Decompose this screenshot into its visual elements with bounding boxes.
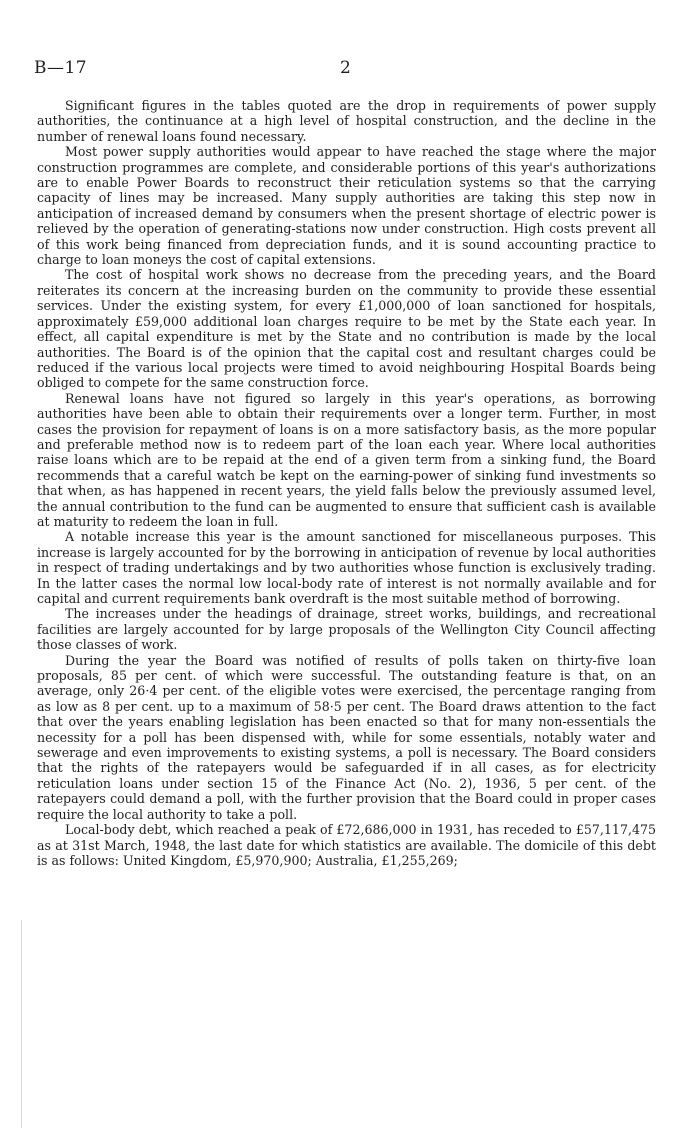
paragraph: During the year the Board was notified of results of polls taken on thirty-five loan proposals, 85 per cent. of which were successful. The outstanding feature is that, on an average, only 26·4 per cent. of the eligible votes were exercised, the percentage ranging from as low as 8 per cent. up to a maximum of 58·5 per cent. The Board draws attention to the fact that over the years enabling legislation has been enacted so that for many non-essentials the necessity for a poll has been dispensed with, while for some essentials, notably water and sewerage and even improvements to existing systems, a poll is necessary. The Board considers that the rights of the ratepayers would be safeguarded if in all cases, as for electricity reticulation loans under section 15 of the Finance Act (No. 2), 1936, 5 per cent. of the ratepayers could demand a poll, with the further provision that the Board could in proper cases require the local authority to take a poll. — [37, 652, 656, 822]
paragraph: The increases under the headings of drainage, street works, buildings, and recreational facilities are largely accounted for by large proposals of the Wellington City Council affecting those classes of work. — [37, 606, 656, 653]
paragraph: Most power supply authorities would appear to have reached the stage where the major construction programmes are complete, and considerable portions of this year's authorizations are to enable Power Boards to reconstruct their reticulation systems so that the carrying capacity of lines may be increased. Many supply authorities are taking this step now in anticipation of increased demand by consumers when the present shortage of electric power is relieved by the operation of generating-stations now under construction. High costs prevent all of this work being financed from depreciation funds, and it is sound accounting practice to charge to loan moneys the cost of capital extensions. — [37, 144, 656, 268]
paragraph: Local-body debt, which reached a peak of £72,686,000 in 1931, has receded to £57,117,475 as at 31st March, 1948, the last date for which statistics are available. The domicile of this debt is as follows: United Kingdom, £5,970,900; Australia, £1,255,269; — [37, 822, 656, 868]
paragraph: A notable increase this year is the amount sanctioned for miscellaneous purposes. This increase is largely accounted for by the borrowing in anticipation of revenue by local authorities in respect of trading undertakings and by two authorities whose function is exclusively trading. In the latter cases the normal low local-body rate of interest is not normally available and for capital and current requirements bank overdraft is the most suitable method of borrowing. — [37, 529, 656, 606]
page-reference: B—17 — [34, 58, 88, 78]
body-text — [37, 98, 656, 868]
paragraph: Renewal loans have not figured so largely in this year's operations, as borrowing authorities have been able to obtain their requirements over a longer term. Further, in most cases the provision for repayment of loans is on a more satisfactory basis, as the more popular and preferable method now is to redeem part of the loan each year. Where local authorities raise loans which are to be repaid at the end of a given term from a sinking fund, the Board recommends that a careful watch be kept on the earning-power of sinking fund investments so that when, as has happened in recent years, the yield falls below the previously assumed level, the annual contribution to the fund can be augmented to ensure that sufficient cash is available at maturity to redeem the loan in full. — [37, 390, 656, 529]
page-number: 2 — [340, 58, 351, 78]
scan-margin-line — [21, 920, 22, 1128]
paragraph: The cost of hospital work shows no decrease from the preceding years, and the Board reiterates its concern at the increasing burden on the community to provide these essential services. Under the existing system, for every £1,000,000 of loan sanctioned for hospitals, approximately £59,000 additional loan charges require to be met by the State each year. In effect, all capital expenditure is met by the State and no contribution is made by the local authorities. The Board is of the opinion that the capital cost and resultant charges could be reduced if the various local projects were timed to avoid neighbouring Hospital Boards being obliged to compete for the same construction force. — [37, 267, 656, 391]
paragraph: Significant figures in the tables quoted are the drop in requirements of power supply authorities, the continuance at a high level of hospital construction, and the decline in the number of renewal loans found necessary. — [37, 98, 656, 144]
